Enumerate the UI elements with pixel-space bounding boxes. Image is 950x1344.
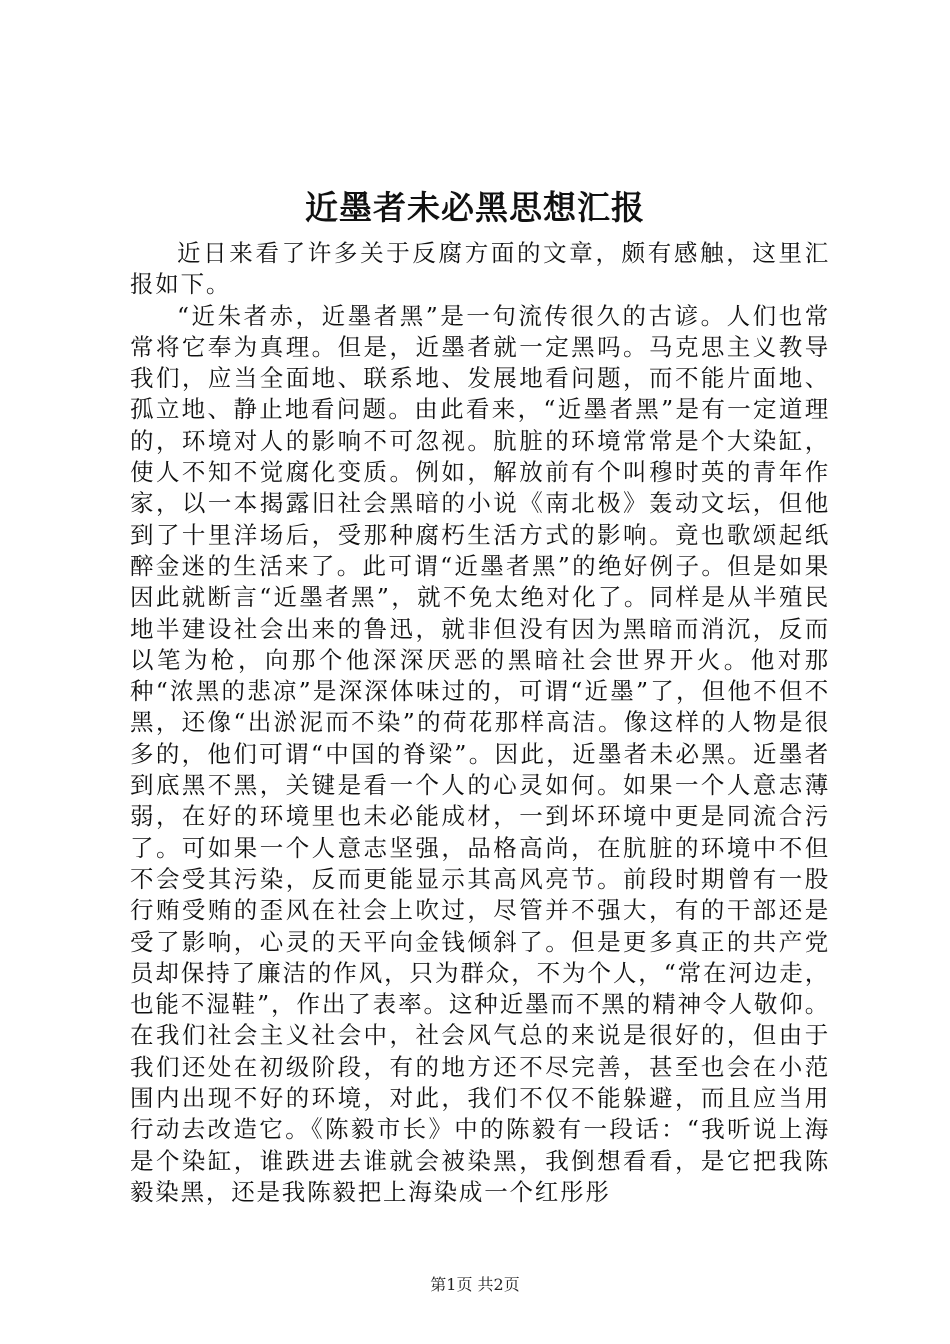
page-footer xyxy=(0,1274,950,1296)
page-number: 第1页 共2页 xyxy=(430,1275,520,1294)
document-title: 近墨者未必黑思想汇报 xyxy=(305,188,645,227)
paragraph-main: “近朱者赤，近墨者黑”是一句流传很久的古谚。人们也常常将它奉为真理。但是，近墨者就一定黑吗。马克思主义教导我们，应当全面地、联系地、发展地看问题，而不能片面地、孤立地、静止地看问题。由此看来，“近墨者黑”是有一定道理的，环境对人的影响不可忽视。肮脏的环境常常是个大染缸，使人不知不觉腐化变质。例如，解放前有个叫穆时英的青年作家，以一本揭露旧社会黑暗的小说《南北极》轰动文坛，但他到了十里洋场后，受那种腐朽生活方式的影响。竟也歌颂起纸醉金迷的生活来了。此可谓“近墨者黑”的绝好例子。但是如果因此就断言“近墨者黑”，就不免太绝对化了。同样是从半殖民地半建设社会出来的鲁迅，就非但没有因为黑暗而消沉，反而以笔为枪，向那个他深深厌恶的黑暗社会世界开火。他对那种“浓黑的悲凉”是深深体味过的，可谓“近墨”了，但他不但不黑，还像“出淤泥而不染”的荷花那样高洁。像这样的人物是很多的，他们可谓“中国的脊梁”。因此，近墨者未必黑。近墨者到底黑不黑，关键是看一个人的心灵如何。如果一个人意志薄弱，在好的环境里也未必能成材，一到坏环境中更是同流合污了。可如果一个人意志坚强，品格高尚，在肮脏的环境中不但不会受其污染，反而更能显示其高风亮节。前段时期曾有一股行贿受贿的歪风在社会上吹过，尽管并不强大，有的干部还是受了影响，心灵的天平向金钱倾斜了。但是更多真正的共产党员却保持了廉洁的作风，只为群众，不为个人，“常在河边走，也能不湿鞋”，作出了表率。这种近墨而不黑的精神令人敬仰。在我们社会主义社会中，社会风气总的来说是很好的，但由于我们还处在初级阶段，有的地方还不尽完善，甚至也会在小范围内出现不好的环境，对此，我们不仅不能躲避，而且应当用行动去改造它。《陈毅市长》中的陈毅有一段话：“我听说上海是个染缸，谁跌进去谁就会被染黑，我倒想看看，是它把我陈毅染黑，还是我陈毅把上海染成一个红彤彤 xyxy=(130,301,830,1206)
document-body xyxy=(130,238,830,1208)
paragraph-intro: 近日来看了许多关于反腐方面的文章，颇有感触，这里汇报如下。 xyxy=(130,239,830,299)
